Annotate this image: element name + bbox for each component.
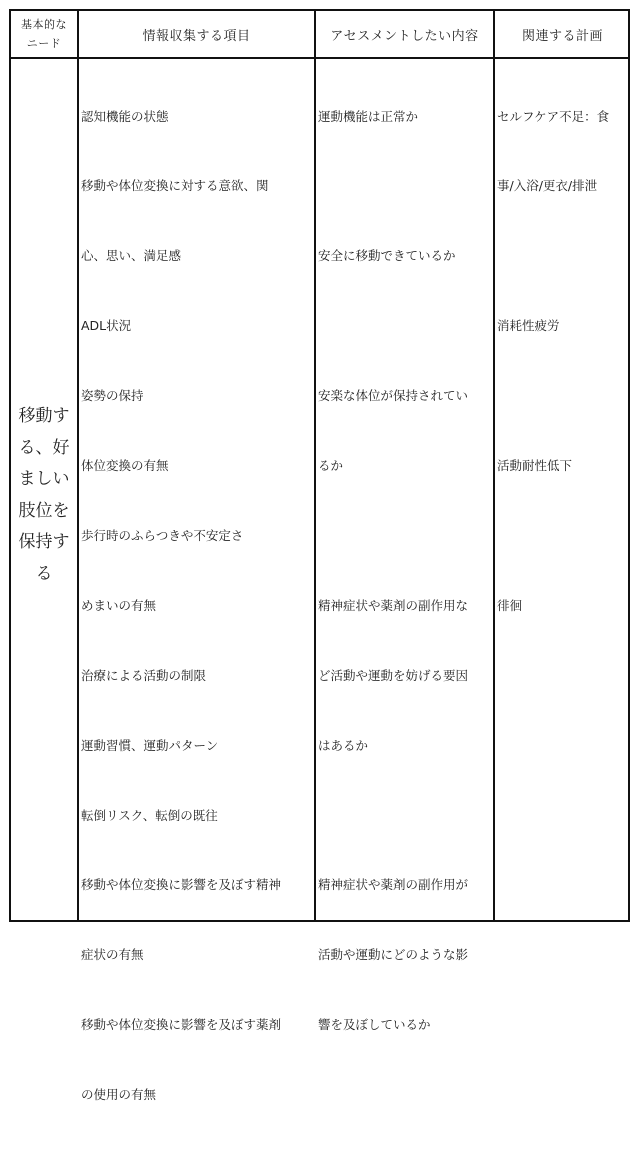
assessment-line: 響を及ぼしているか [318,1017,431,1033]
plan-line: セルフケア不足：食 [497,108,610,124]
care-plan-table [9,9,630,1103]
assessment-line: 活動や運動にどのような影 [318,947,469,963]
header-need [11,11,77,57]
column-divider [493,11,495,920]
need-line: 肢位を [18,500,70,521]
assessment-line [318,804,492,827]
plan-line [497,384,629,407]
info-line: 認知機能の状態 [81,108,169,124]
info-line: ADL状況 [81,318,132,334]
info-line: 歩行時のふらつきや不安定さ [81,527,244,543]
column-divider [77,11,79,920]
column-divider [314,11,316,920]
info-line: 転倒リスク、転倒の既往 [81,807,218,823]
info-line: 体位変換の有無 [81,458,169,474]
plan-line: 消耗性疲労 [497,318,560,334]
assessment-line [318,314,492,337]
need-line: 保持す [18,532,70,552]
info-cell [81,58,313,1153]
assessment-line [318,524,492,547]
info-line: めまいの有無 [81,597,157,613]
info-line: 心、思い、満足感 [81,248,182,264]
info-line: 移動や体位変換に対する意欲、関 [81,178,269,194]
info-line: 症状の有無 [81,947,144,963]
plan-cell [497,58,629,664]
assessment-line: 安楽な体位が保持されてい [318,388,469,404]
header-need-line: ニード [26,37,62,50]
header-plan: 関連する計画 [521,28,603,44]
plan-line: 徘徊 [497,597,523,613]
assessment-line: るか [318,458,344,474]
header-need-line: 基本的な [21,18,67,31]
assessment-line: 運動機能は正常か [318,108,419,124]
assessment-cell [318,58,492,1083]
need-line: ましい [18,469,70,489]
plan-line [497,244,629,267]
info-line: 運動習慣、運動パターン [81,737,219,753]
assessment-line: 安全に移動できているか [318,248,456,264]
info-line: 移動や体位変換に影響を及ぼす薬剤 [81,1017,282,1033]
info-line: 姿勢の保持 [81,388,144,404]
plan-line: 活動耐性低下 [497,458,573,474]
plan-line: 事/入浴/更衣/排泄 [497,178,598,194]
info-line: 治療による活動の制限 [81,667,207,683]
info-line: の使用の有無 [81,1087,157,1103]
assessment-line: 精神症状や薬剤の副作用が [318,877,469,893]
assessment-line: ど活動や運動を妨げる要因 [318,667,469,683]
assessment-line: はあるか [318,737,369,753]
plan-line [497,524,629,547]
assessment-line [318,174,492,197]
header-assessment: アセスメントしたい内容 [330,28,479,44]
assessment-line: 精神症状や薬剤の副作用な [318,597,469,613]
need-line: る [35,563,53,584]
info-line: 移動や体位変換に影響を及ぼす精神 [81,877,282,893]
need-line: る、好 [18,437,70,458]
need-line: 移動す [18,406,70,426]
need-cell [11,401,77,590]
header-info: 情報収集する項目 [142,28,251,44]
